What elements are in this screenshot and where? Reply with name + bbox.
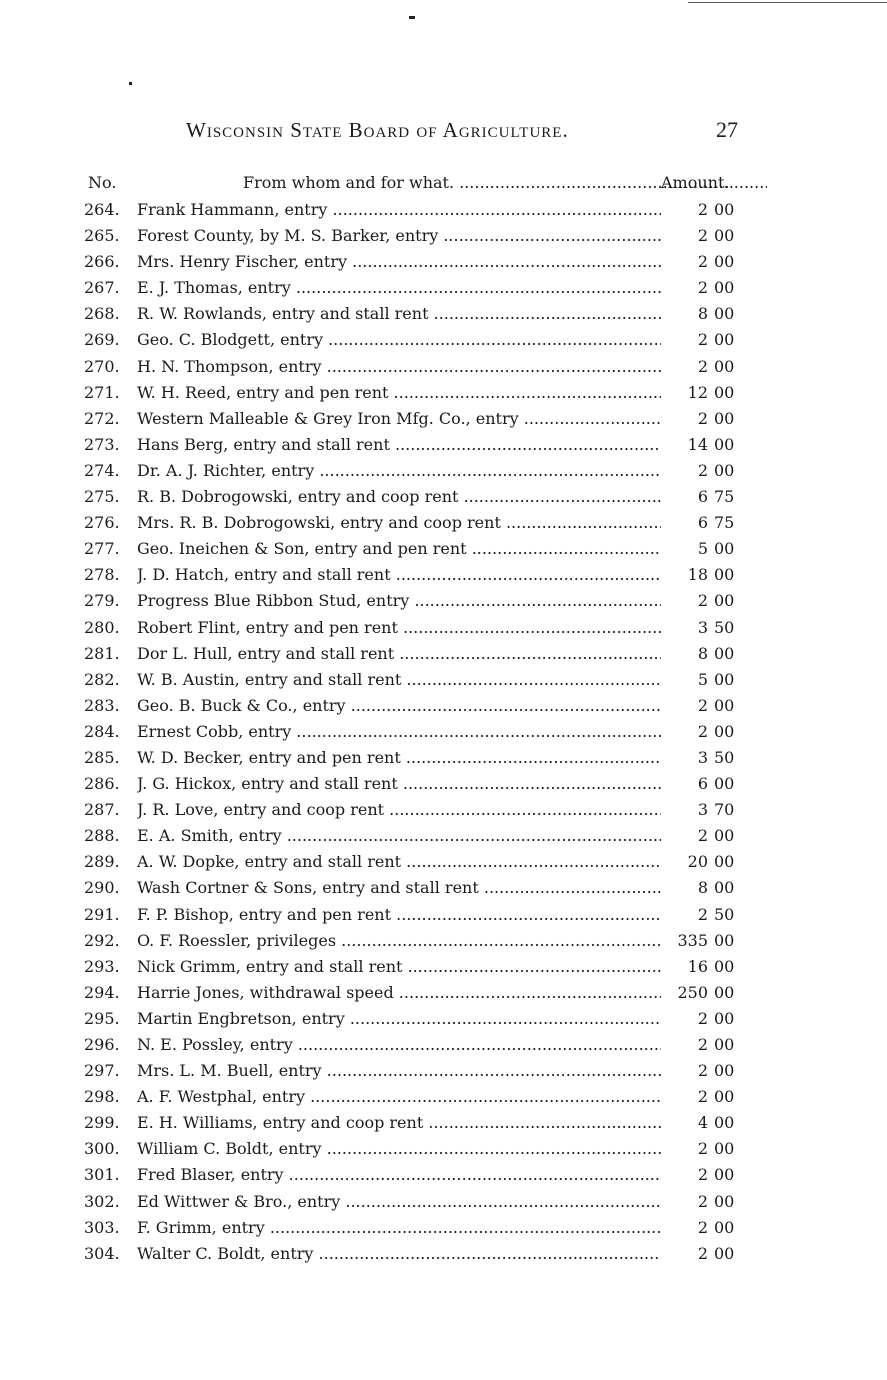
entry-number: 272.: [84, 408, 120, 428]
entry-description: R. W. Rowlands, entry and stall rent .....: [137, 301, 661, 327]
entry-description: William C. Boldt, entry .....: [137, 1136, 661, 1162]
entry-number: 301.: [84, 1165, 120, 1185]
amount-dollars: 2: [697, 1217, 708, 1237]
entry-number: 267.: [84, 278, 120, 298]
table-row: [0, 197, 887, 223]
amount-cents: 00: [714, 1243, 735, 1263]
table-row: [0, 928, 887, 954]
entry-description: F. P. Bishop, entry and pen rent .....: [137, 902, 661, 928]
table-row: [0, 1215, 887, 1241]
entry-description: W. B. Austin, entry and stall rent .....: [137, 667, 661, 693]
entry-description: Frank Hammann, entry .....: [137, 197, 661, 223]
entry-description: Geo. C. Blodgett, entry .....: [137, 327, 661, 353]
table-row: [0, 536, 887, 562]
entry-description: W. D. Becker, entry and pen rent .....: [137, 745, 661, 771]
entry-number: 294.: [84, 982, 120, 1002]
entry-description: Geo. Ineichen & Son, entry and pen rent .....: [137, 536, 661, 562]
table-row: [0, 1162, 887, 1188]
entry-number: 300.: [84, 1139, 120, 1159]
entry-description: Nick Grimm, entry and stall rent .....: [137, 954, 661, 980]
entry-number: 268.: [84, 304, 120, 324]
amount-dollars: 18: [687, 565, 708, 585]
entry-description: Dor L. Hull, entry and stall rent .....: [137, 641, 661, 667]
entry-description: F. Grimm, entry .....: [137, 1215, 661, 1241]
entry-number: 278.: [84, 565, 120, 585]
amount-dollars: 250: [677, 982, 708, 1002]
entry-number: 304.: [84, 1243, 120, 1263]
amount-dollars: 2: [697, 1139, 708, 1159]
entry-number: 282.: [84, 669, 120, 689]
amount-dollars: 2: [697, 278, 708, 298]
entry-description: Mrs. L. M. Buell, entry .....: [137, 1058, 661, 1084]
table-row: [0, 641, 887, 667]
amount-dollars: 2: [697, 1165, 708, 1185]
amount-cents: 00: [714, 643, 735, 663]
amount-dollars: 20: [687, 852, 708, 872]
running-title: Wisconsin State Board of Agriculture.: [186, 118, 569, 142]
entry-description: A. F. Westphal, entry .....: [137, 1084, 661, 1110]
entry-description: H. N. Thompson, entry .....: [137, 354, 661, 380]
amount-dollars: 5: [697, 539, 708, 559]
amount-dollars: 2: [697, 591, 708, 611]
entry-description: W. H. Reed, entry and pen rent .....: [137, 380, 661, 406]
entry-description: Mrs. Henry Fischer, entry .....: [137, 249, 661, 275]
amount-dollars: 2: [697, 460, 708, 480]
amount-cents: 00: [714, 330, 735, 350]
column-header-number: No.: [88, 173, 117, 192]
amount-dollars: 2: [697, 226, 708, 246]
amount-cents: 00: [714, 695, 735, 715]
amount-dollars: 6: [697, 513, 708, 533]
amount-cents: 00: [714, 1061, 735, 1081]
amount-cents: 00: [714, 304, 735, 324]
amount-dollars: 2: [697, 721, 708, 741]
entry-number: 303.: [84, 1217, 120, 1237]
table-row: [0, 588, 887, 614]
amount-cents: 00: [714, 826, 735, 846]
table-row: [0, 823, 887, 849]
entry-number: 270.: [84, 356, 120, 376]
table-row: [0, 458, 887, 484]
amount-cents: 00: [714, 356, 735, 376]
entry-number: 296.: [84, 1035, 120, 1054]
entry-number: 295.: [84, 1008, 120, 1028]
table-row: [0, 301, 887, 327]
amount-cents: 00: [714, 408, 735, 428]
entry-description: J. R. Love, entry and coop rent .....: [137, 797, 661, 823]
table-row: [0, 1032, 887, 1058]
amount-dollars: 14: [687, 434, 708, 454]
amount-cents: 00: [714, 565, 735, 585]
entry-description: Ed Wittwer & Bro., entry .....: [137, 1189, 661, 1215]
table-row: [0, 223, 887, 249]
amount-cents: 00: [714, 1008, 735, 1028]
entry-description: Martin Engbretson, entry .....: [137, 1006, 661, 1032]
amount-dollars: 2: [697, 1087, 708, 1107]
amount-cents: 00: [714, 878, 735, 898]
table-row: [0, 1110, 887, 1136]
amount-dollars: 6: [697, 774, 708, 794]
amount-cents: 00: [714, 982, 735, 1002]
entry-number: 292.: [84, 930, 120, 950]
amount-dollars: 3: [697, 800, 708, 820]
amount-dollars: 2: [697, 1061, 708, 1081]
entry-number: 291.: [84, 904, 120, 924]
amount-cents: 00: [714, 539, 735, 559]
amount-cents: 70: [714, 800, 735, 820]
table-row: [0, 954, 887, 980]
amount-cents: 50: [714, 904, 735, 924]
entry-number: 293.: [84, 956, 120, 976]
amount-dollars: 2: [697, 1008, 708, 1028]
amount-dollars: 3: [697, 617, 708, 637]
amount-cents: 00: [714, 1217, 735, 1237]
table-row: [0, 1084, 887, 1110]
table-row: [0, 980, 887, 1006]
amount-cents: 00: [714, 278, 735, 298]
amount-dollars: 12: [687, 382, 708, 402]
entry-number: 264.: [84, 200, 120, 219]
amount-dollars: 2: [697, 695, 708, 715]
table-row: [0, 771, 887, 797]
entry-number: 297.: [84, 1061, 120, 1081]
table-row: [0, 615, 887, 641]
page-number: 27: [716, 117, 738, 142]
entry-number: 299.: [84, 1113, 120, 1133]
entry-description: R. B. Dobrogowski, entry and coop rent .....: [137, 484, 661, 510]
table-row: [0, 1241, 887, 1267]
amount-cents: 00: [714, 434, 735, 454]
amount-dollars: 2: [697, 356, 708, 376]
entry-number: 284.: [84, 721, 120, 741]
table-row: [0, 275, 887, 301]
entry-number: 266.: [84, 252, 120, 272]
entry-number: 286.: [84, 774, 120, 794]
table-row: [0, 667, 887, 693]
entry-number: 302.: [84, 1191, 120, 1211]
table-row: [0, 693, 887, 719]
amount-cents: 50: [714, 747, 735, 767]
entry-number: 283.: [84, 695, 120, 715]
entry-number: 277.: [84, 539, 120, 559]
entry-number: 265.: [84, 226, 120, 246]
amount-cents: 00: [714, 591, 735, 611]
entry-description: Dr. A. J. Richter, entry .....: [137, 458, 661, 484]
amount-cents: 00: [714, 200, 735, 219]
amount-dollars: 8: [697, 643, 708, 663]
entry-description: O. F. Roessler, privileges .....: [137, 928, 661, 954]
entry-description: Western Malleable & Grey Iron Mfg. Co., entry .....: [137, 406, 661, 432]
table-row: [0, 354, 887, 380]
table-row: [0, 797, 887, 823]
amount-dollars: 3: [697, 747, 708, 767]
entry-number: 276.: [84, 513, 120, 533]
entry-number: 280.: [84, 617, 120, 637]
entry-number: 274.: [84, 460, 120, 480]
amount-dollars: 6: [697, 487, 708, 507]
table-row: [0, 406, 887, 432]
amount-dollars: 5: [697, 669, 708, 689]
entry-number: 290.: [84, 878, 120, 898]
amount-dollars: 16: [687, 956, 708, 976]
entry-number: 273.: [84, 434, 120, 454]
entry-description: Walter C. Boldt, entry .....: [137, 1241, 661, 1267]
entry-description: Geo. B. Buck & Co., entry .....: [137, 693, 661, 719]
table-row: [0, 1189, 887, 1215]
amount-cents: 00: [714, 956, 735, 976]
entry-number: 269.: [84, 330, 120, 350]
entry-description: Wash Cortner & Sons, entry and stall rent .....: [137, 875, 661, 901]
amount-cents: 00: [714, 1035, 735, 1054]
table-row: [0, 327, 887, 353]
amount-cents: 00: [714, 721, 735, 741]
entry-number: 298.: [84, 1087, 120, 1107]
entry-description: Hans Berg, entry and stall rent .....: [137, 432, 661, 458]
amount-dollars: 2: [697, 252, 708, 272]
table-row: [0, 719, 887, 745]
table-row: [0, 875, 887, 901]
column-header-description: From whom and for what. .....: [243, 173, 767, 192]
amount-dollars: 2: [697, 408, 708, 428]
amount-dollars: 2: [697, 904, 708, 924]
amount-dollars: 2: [697, 1191, 708, 1211]
entry-description: Fred Blaser, entry .....: [137, 1162, 661, 1188]
amount-cents: 75: [714, 487, 735, 507]
entry-description: E. A. Smith, entry .....: [137, 823, 661, 849]
amount-cents: 00: [714, 669, 735, 689]
table-row: [0, 432, 887, 458]
table-row: [0, 562, 887, 588]
amount-dollars: 8: [697, 878, 708, 898]
entry-number: 285.: [84, 747, 120, 767]
entry-number: 287.: [84, 800, 120, 820]
amount-cents: 00: [714, 460, 735, 480]
table-row: [0, 484, 887, 510]
amount-cents: 00: [714, 1113, 735, 1133]
amount-cents: 00: [714, 1139, 735, 1159]
amount-dollars: 4: [697, 1113, 708, 1133]
amount-dollars: 2: [697, 1035, 708, 1054]
table-row: [0, 510, 887, 536]
entry-number: 288.: [84, 826, 120, 846]
amount-dollars: 8: [697, 304, 708, 324]
amount-cents: 00: [714, 774, 735, 794]
amount-dollars: 2: [697, 200, 708, 219]
print-speck: [409, 16, 415, 19]
table-row: [0, 745, 887, 771]
amount-dollars: 2: [697, 826, 708, 846]
table-row: [0, 1136, 887, 1162]
entry-description: J. D. Hatch, entry and stall rent .....: [137, 562, 661, 588]
entry-number: 281.: [84, 643, 120, 663]
amount-cents: 00: [714, 1165, 735, 1185]
table-row: [0, 1058, 887, 1084]
table-row: [0, 849, 887, 875]
amount-cents: 50: [714, 617, 735, 637]
entry-description: E. H. Williams, entry and coop rent .....: [137, 1110, 661, 1136]
entry-description: Forest County, by M. S. Barker, entry .....: [137, 223, 661, 249]
entry-number: 275.: [84, 487, 120, 507]
amount-cents: 00: [714, 852, 735, 872]
entry-description: J. G. Hickox, entry and stall rent .....: [137, 771, 661, 797]
entry-number: 279.: [84, 591, 120, 611]
entry-number: 289.: [84, 852, 120, 872]
entry-description: Mrs. R. B. Dobrogowski, entry and coop rent .....: [137, 510, 661, 536]
amount-cents: 00: [714, 252, 735, 272]
entry-number: 271.: [84, 382, 120, 402]
amount-dollars: 2: [697, 1243, 708, 1263]
entry-description: Robert Flint, entry and pen rent .....: [137, 615, 661, 641]
amount-dollars: 335: [677, 930, 708, 950]
page-edge-rule: [688, 2, 887, 3]
table-row: [0, 1006, 887, 1032]
entry-description: E. J. Thomas, entry .....: [137, 275, 661, 301]
table-row: [0, 380, 887, 406]
entry-description: A. W. Dopke, entry and stall rent .....: [137, 849, 661, 875]
table-row: [0, 902, 887, 928]
amount-cents: 00: [714, 1191, 735, 1211]
entry-description: Harrie Jones, withdrawal speed .....: [137, 980, 661, 1006]
amount-cents: 75: [714, 513, 735, 533]
amount-dollars: 2: [697, 330, 708, 350]
amount-cents: 00: [714, 1087, 735, 1107]
print-speck: [129, 82, 132, 85]
table-row: [0, 249, 887, 275]
entry-description: N. E. Possley, entry .....: [137, 1032, 661, 1058]
amount-cents: 00: [714, 226, 735, 246]
ledger-table: [0, 197, 887, 1267]
amount-cents: 00: [714, 382, 735, 402]
entry-description: Progress Blue Ribbon Stud, entry .....: [137, 588, 661, 614]
entry-description: Ernest Cobb, entry .....: [137, 719, 661, 745]
amount-cents: 00: [714, 930, 735, 950]
column-header-amount: Amount.: [661, 173, 730, 192]
